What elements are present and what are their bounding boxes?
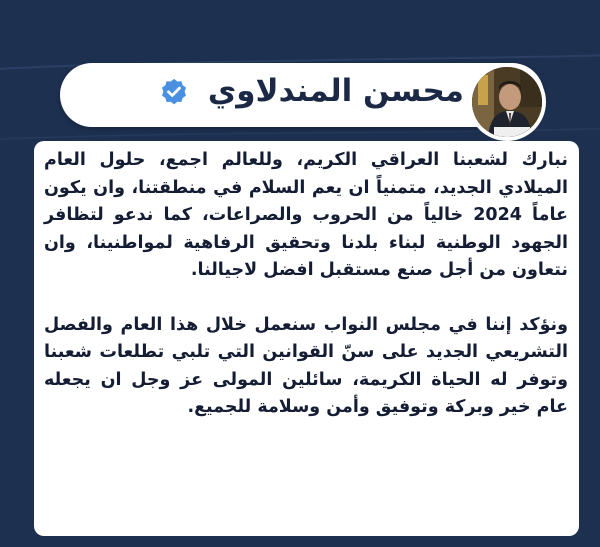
verified-badge-icon (159, 77, 189, 107)
post-body (44, 147, 568, 422)
avatar-photo (472, 67, 542, 137)
profile-avatar[interactable] (468, 63, 546, 141)
profile-name: محسن المندلاوي (207, 73, 464, 109)
post-paragraph-2: ونؤكد إننا في مجلس النواب سنعمل خلال هذا العام والفصل التشريعي الجديد على سنّ القوانين التي تلبي تطلعات شعبنا وتوفر له الحياة الكريمة، سائلين المولى عز وجل ان يجعله عام خير وبركة وتوفيق وأمن وسلامة للجميع. (44, 314, 568, 417)
person-portrait-icon (472, 67, 542, 137)
post-paragraph-1: نبارك لشعبنا العراقي الكريم، وللعالم اجمع، حلول العام الميلادي الجديد، متمنياً ان يعم السلام في منطقتنا، وان يكون عاماً 2024 خالياً من الحروب والصراعات، كما ندعو لتظافر الجهود الوطنية لبناء بلدنا وتحقيق الرفاهية لمواطنينا، وان نتعاون من أجل صنع مستقبل افضل لاجيالنا. (44, 150, 568, 280)
